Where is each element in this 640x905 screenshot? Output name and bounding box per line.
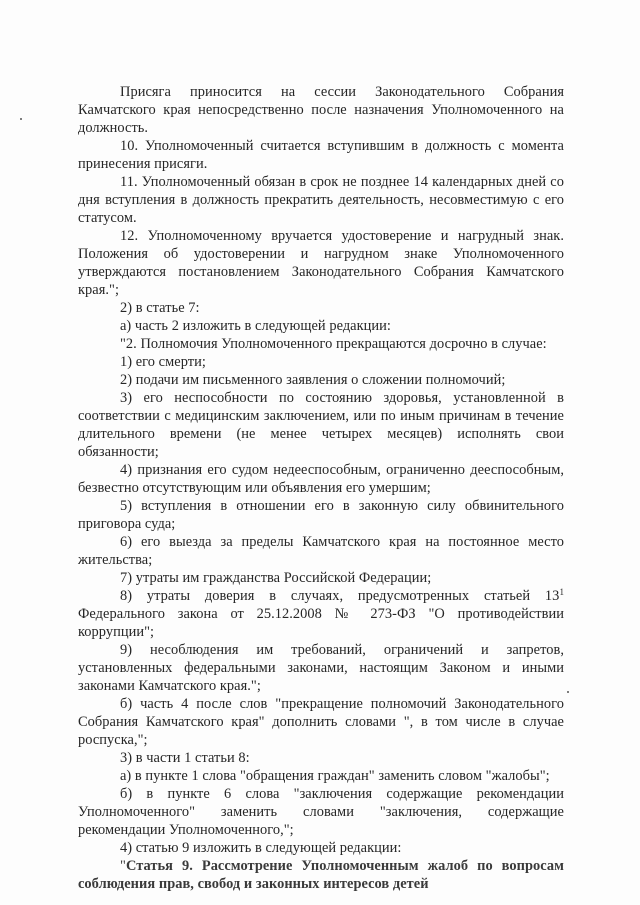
paragraph-item-11: 11. Уполномоченный обязан в срок не позднее 14 календарных дней со дня вступления в должность прекратить деятельность, несовместимую с его статусом. (78, 174, 564, 226)
list-item-3: 3) его неспособности по состоянию здоровья, установленной в соответствии с медицинским заключением, или по иным причинам в течение длительного времени (не менее четырех месяцев) исполнять свои обязанности; (78, 390, 564, 460)
paragraph-article-7: 2) в статье 7: (120, 300, 200, 316)
list-item-7: 7) утраты им гражданства Российской Федерации; (120, 570, 432, 586)
paragraph-termination: "2. Полномочия Уполномоченного прекращаются досрочно в случае: (120, 336, 547, 352)
footnote-superscript: 1 (559, 587, 564, 597)
list-item-9: 9) несоблюдения им требований, ограничений и запретов, установленных федеральными законами, настоящим Законом и иными законами Камчатского края."; (78, 642, 564, 694)
scan-speck (20, 118, 22, 120)
paragraph-article-8: 3) в части 1 статьи 8: (120, 750, 250, 766)
document-body (78, 83, 564, 893)
paragraph-oath: Присяга приносится на сессии Законодательного Собрания Камчатского края непосредственно после назначения Уполномоченного на должность. (78, 84, 564, 136)
paragraph-point-6: б) в пункте 6 слова "заключения содержащие рекомендации Уполномоченного" заменить словами "заключения, содержащие рекомендации Уполномоченного,"; (78, 786, 564, 838)
list-item-1: 1) его смерти; (120, 354, 206, 370)
article-9-title-text: Статья 9. Рассмотрение Уполномоченным жалоб по вопросам соблюдения прав, свобод и законных интересов детей (78, 858, 564, 892)
list-item-8-after: Федерального закона от 25.12.2008 № 273-ФЗ "О противодействии коррупции"; (78, 606, 564, 640)
scan-speck (567, 691, 569, 693)
list-item-4: 4) признания его судом недееспособным, ограниченно дееспособным, безвестно отсутствующим или объявления его умершим; (78, 462, 564, 496)
article-9-quote: " (120, 858, 126, 874)
paragraph-part-4: б) часть 4 после слов "прекращение полномочий Законодательного Собрания Камчатского края" дополнить словами ", в том числе в случае роспуска,"; (78, 696, 564, 748)
list-item-5: 5) вступления в отношении его в законную силу обвинительного приговора суда; (78, 498, 564, 532)
paragraph-part-2-edit: а) часть 2 изложить в следующей редакции: (120, 318, 391, 334)
article-9-title (78, 857, 564, 893)
list-item-6: 6) его выезда за пределы Камчатского края на постоянное место жительства; (78, 534, 564, 568)
list-item-8 (78, 587, 564, 641)
paragraph-item-12: 12. Уполномоченному вручается удостоверение и нагрудный знак. Положения об удостоверении и нагрудном знаке Уполномоченного утверждаются постановлением Законодательного Собрания Камчатского края."; (78, 228, 564, 298)
list-item-8-before: 8) утраты доверия в случаях, предусмотренных статьей 13 (120, 588, 560, 604)
paragraph-point-1: а) в пункте 1 слова "обращения граждан" заменить словом "жалобы"; (120, 768, 550, 784)
paragraph-item-10: 10. Уполномоченный считается вступившим в должность с момента принесения присяги. (78, 138, 564, 172)
paragraph-article-9: 4) статью 9 изложить в следующей редакции: (120, 840, 402, 856)
list-item-2: 2) подачи им письменного заявления о сложении полномочий; (120, 372, 506, 388)
